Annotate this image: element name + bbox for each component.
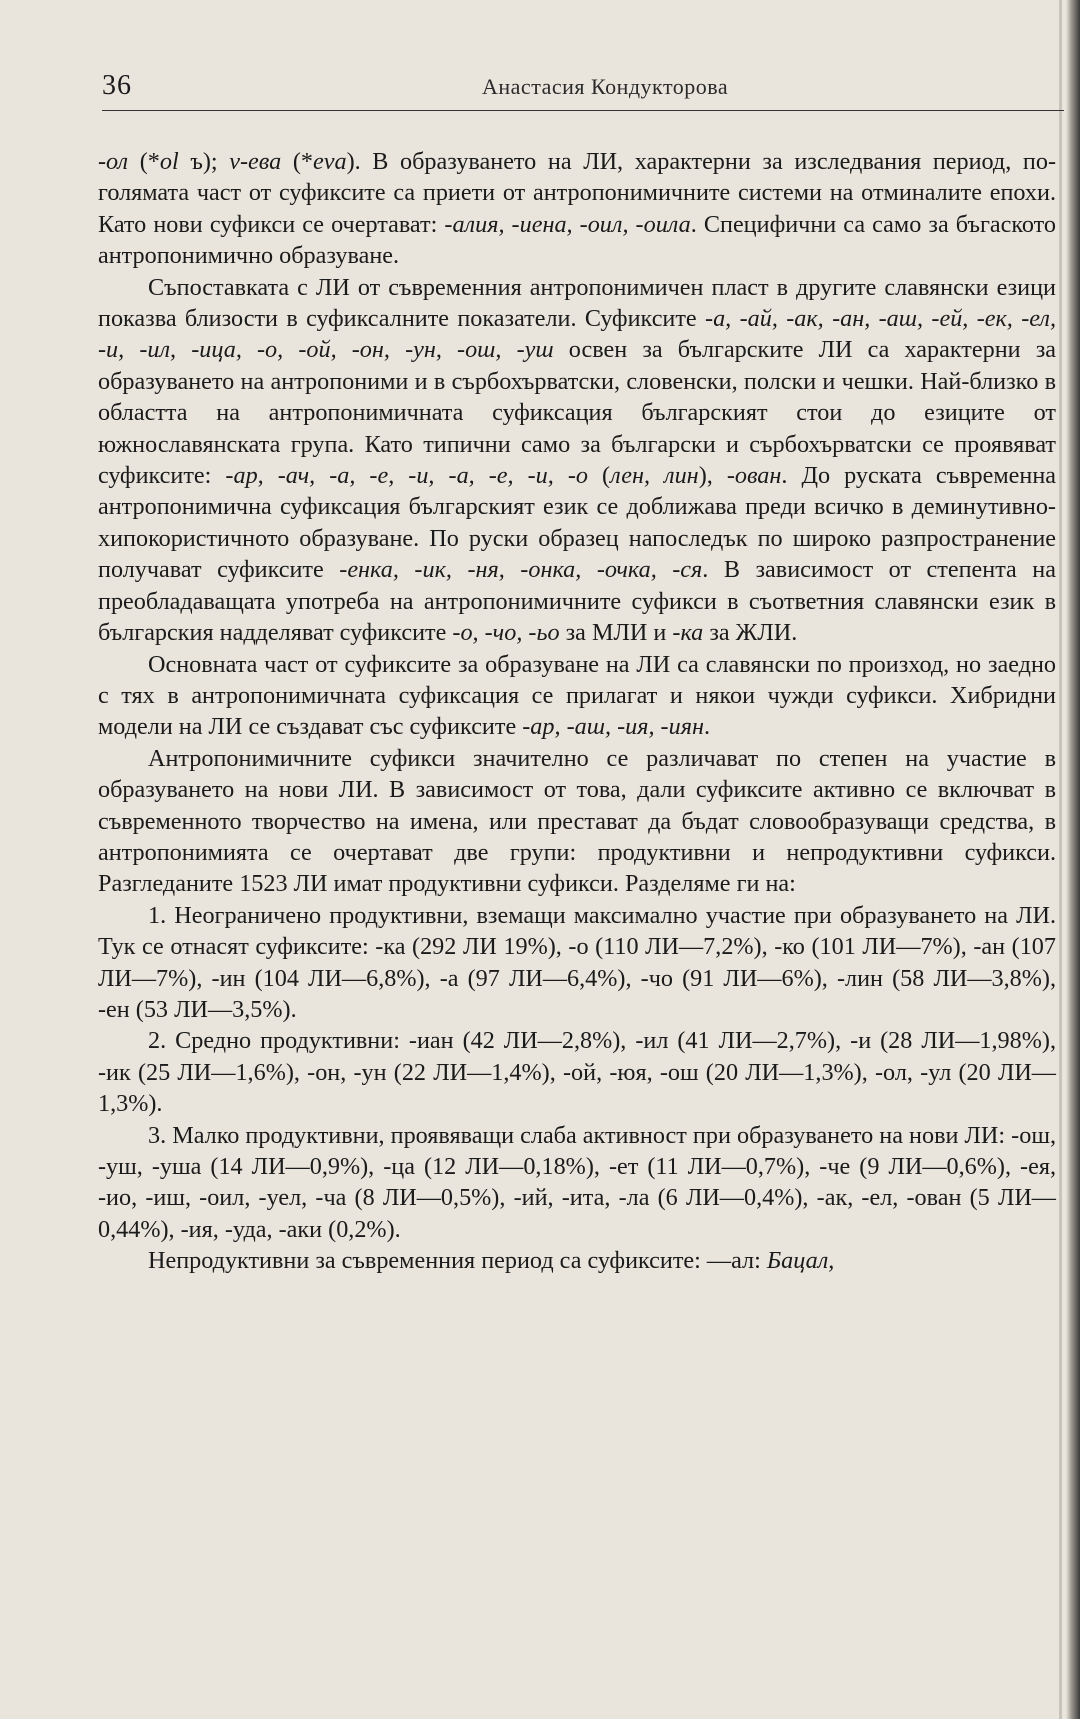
body-text <box>98 146 1056 1277</box>
page-edge-line <box>1059 0 1062 1719</box>
paragraph: Съпоставката с ЛИ от съвременния антропонимичен пласт в другите славянски езици показва близости в суфиксалните показатели. Суфиксите -а, -ай, -ак, -ан, -аш, -ей, -ек, -ел, -и, -ил, -ица, -о, -ой, -он, -ун, -ош, -уш освен за българските ЛИ са характерни за образуването на антропоними и в сърбохърватски, словенски, полски и чешки. Най-близко в областта на антропонимичната суфиксация българският стои до езиците от южнославянската група. Като типични само за български и сърбохърватски се проявяват суфиксите: -ар, -ач, -а, -е, -и, -а, -е, -и, -о (лен, лин), -ован. До руската съвременна антропонимична суфиксация българският език се доближава преди всичко в деминутивно-хипокористичното образуване. По руски образец напоследък по широко разпространение получават суфиксите -енка, -ик, -ня, -онка, -очка, -ся. В зависимост от степента на преобладаващата употреба на антропонимичните суфикси в съответния славянски език в българския надделяват суфиксите -о, -чо, -ьо за МЛИ и -ка за ЖЛИ. <box>98 273 1057 647</box>
paragraph: 3. Малко продуктивни, проявяващи слаба активност при образуването на нови ЛИ: -ош, -уш, -уша (14 ЛИ—0,9%), -ца (12 ЛИ—0,18%), -ет (11 ЛИ—0,7%), -че (9 ЛИ—0,6%), -ея, -ио, -иш, -оил, -уел, -ча (8 ЛИ—0,5%), -ий, -ита, -ла (6 ЛИ—0,4%), -ак, -ел, -ован (5 ЛИ—0,44%), -ия, -уда, -аки (0,2%). <box>98 1121 1056 1243</box>
paragraph: Основната част от суфиксите за образуване на ЛИ са славянски по произход, но заедно с тях в антропонимичната суфиксация се прилагат и някои чужди суфикси. Хибридни модели на ЛИ се създават със суфиксите -ар, -аш, -ия, -иян. <box>98 650 1056 741</box>
page-edge-shadow <box>1066 0 1080 1719</box>
page-number: 36 <box>102 70 132 101</box>
paragraph: Антропонимичните суфикси значително се различават по степен на участие в образуването на нови ЛИ. В зависимост от това, дали суфиксите активно се включват в съвременното творчество на имена, или престават да бъдат словообразуващи средства, в антропонимията се очертават две групи: продуктивни и непродуктивни суфикси. Разгледаните 1523 ЛИ имат продуктивни суфикси. Разделяме ги на: <box>98 744 1056 898</box>
paragraph: 2. Средно продуктивни: -иан (42 ЛИ—2,8%), -ил (41 ЛИ—2,7%), -и (28 ЛИ—1,98%), -ик (25 ЛИ—1,6%), -он, -ун (22 ЛИ—1,4%), -ой, -юя, -ош (20 ЛИ—1,3%), -ол, -ул (20 ЛИ—1,3%). <box>98 1027 1056 1118</box>
running-title: Анастасия Кондукторова <box>482 74 729 99</box>
paragraph: 1. Неограничено продуктивни, вземащи максимално участие при образуването на ЛИ. Тук се отнасят суфиксите: -ка (292 ЛИ 19%), -о (110 ЛИ—7,2%), -ко (101 ЛИ—7%), -ан (107 ЛИ—7%), -ин (104 ЛИ—6,8%), -а (97 ЛИ—6,4%), -чо (91 ЛИ—6%), -лин (58 ЛИ—3,8%), -ен (53 ЛИ—3,5%). <box>98 901 1056 1023</box>
page-header <box>102 68 1064 111</box>
paragraph: -ол (*ol ъ); v-ева (*eva). В образуването на ЛИ, характерни за изследвания период, по-голямата част от суфиксите са приети от антропонимичните системи на отминалите епохи. Като нови суфикси се очертават: -алия, -иена, -оил, -оила. Специфични са само за бъгаското антропонимично образуване. <box>98 148 1056 270</box>
paragraph: Непродуктивни за съвременния период са суфиксите: —ал: Бацал, <box>148 1247 835 1275</box>
